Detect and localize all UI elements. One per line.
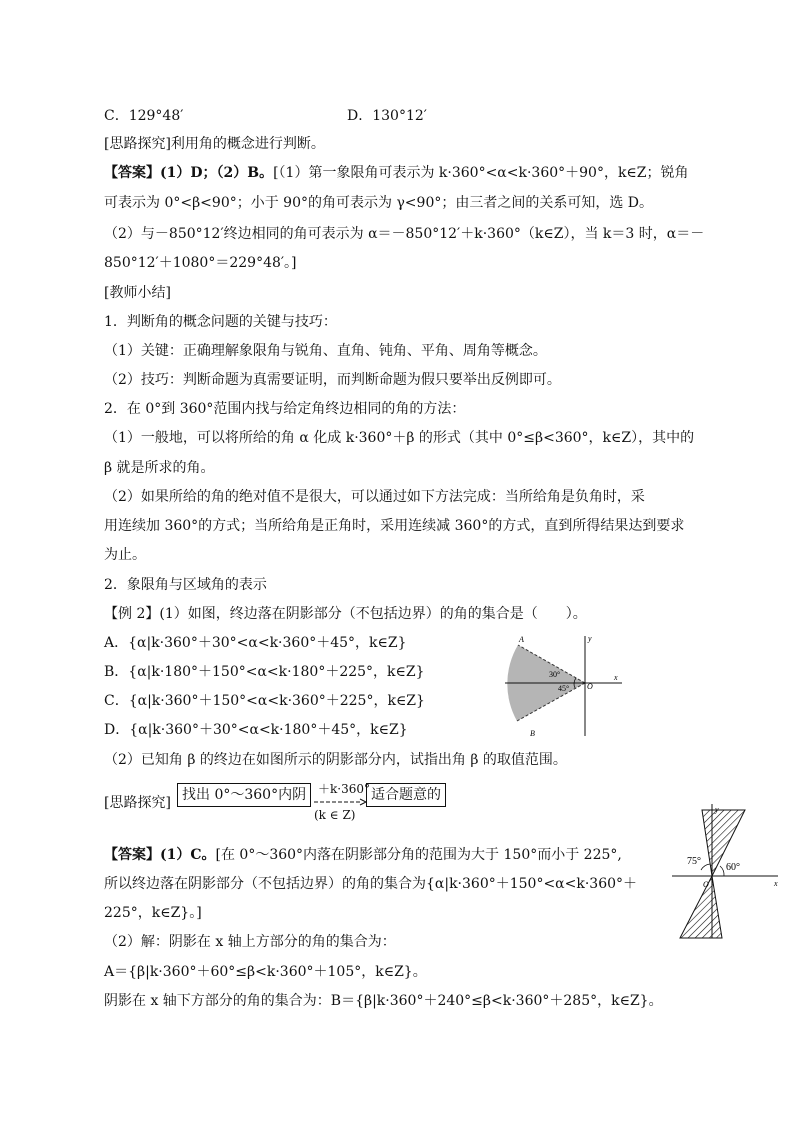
answer-1-line-3: （2）与－850°12′终边相同的角可表示为 α＝－850°12′＋k·360°（k∈Z），当 k＝3 时，α＝－ bbox=[104, 226, 705, 242]
option-d: D．130°12′ bbox=[347, 108, 427, 124]
label-o: O bbox=[587, 682, 593, 691]
answer-tag: 【答案】 bbox=[104, 165, 160, 181]
answer-2-line-6: 阴影在 x 轴下方部分的角的集合为：B＝{β|k·360°＋240°≤β<k·360°＋285°，k∈Z}。 bbox=[104, 993, 663, 1009]
answer-text: [（1）第一象限角可表示为 k·360°<α<k·360°＋90°，k∈Z；锐角 bbox=[273, 165, 689, 181]
angle-30: 30° bbox=[549, 670, 561, 679]
angle-60: 60° bbox=[726, 862, 740, 873]
answer-2-line-3: 225°，k∈Z}。] bbox=[104, 905, 202, 921]
example-2-option-d: D．{α|k·360°＋30°<α<k·180°＋45°，k∈Z} bbox=[104, 722, 408, 738]
example-2-q1: 【例 2】(1）如图，终边落在阴影部分（不包括边界）的角的集合是（ ）。 bbox=[104, 606, 587, 622]
answer-1-line-2: 可表示为 0°<β<90°；小于 90°的角可表示为 γ<90°；由三者之间的关系可知，选 D。 bbox=[104, 195, 654, 211]
hint-1: [思路探究]利用角的概念进行判断。 bbox=[104, 136, 325, 152]
summary-p1: 1．判断角的概念问题的关键与技巧： bbox=[104, 314, 337, 330]
summary-p2: 2．在 0°到 360°范围内找与给定角终边相同的角的方法： bbox=[104, 401, 466, 417]
angle-75: 75° bbox=[687, 856, 701, 867]
answer-1-line-4: 850°12′＋1080°＝229°48′。] bbox=[104, 255, 297, 271]
hint-2-arrow-bottom: (k ∈ Z) bbox=[314, 808, 356, 822]
hint-2-arrow bbox=[312, 797, 368, 807]
figure-2-double-cone bbox=[670, 800, 785, 940]
option-c: C．129°48′ bbox=[104, 108, 184, 124]
answer-2-result: (1）C。 bbox=[160, 847, 216, 863]
summary-p2b-3: 为止。 bbox=[104, 547, 146, 563]
answer-result: (1）D；（2）B。 bbox=[160, 165, 274, 181]
answer-2-tag: 【答案】 bbox=[104, 847, 160, 863]
summary-title: [教师小结] bbox=[104, 285, 171, 301]
figure-1-sector bbox=[500, 628, 630, 743]
summary-p2a-2: β 就是所求的角。 bbox=[104, 460, 215, 476]
section-2-title: 2．象限角与区域角的表示 bbox=[104, 577, 267, 593]
label-y: y bbox=[715, 805, 719, 814]
angle-45: 45° bbox=[558, 684, 570, 693]
label-b: B bbox=[530, 729, 535, 738]
summary-p2b-1: （2）如果所给的角的绝对值不是很大，可以通过如下方法完成：当所给角是负角时，采 bbox=[104, 489, 645, 505]
summary-p2a-1: （1）一般地，可以将所给的角 α 化成 k·360°＋β 的形式（其中 0°≤β<360°，k∈Z），其中的 bbox=[104, 430, 695, 446]
example-2-option-c: C．{α|k·360°＋150°<α<k·360°＋225°，k∈Z} bbox=[104, 693, 425, 709]
answer-2-line-2: 所以终边落在阴影部分（不包括边界）的角的集合为{α|k·360°＋150°<α<k·360°＋ bbox=[104, 876, 638, 892]
answer-2-line-4: （2）解：阴影在 x 轴上方部分的角的集合为： bbox=[104, 934, 396, 950]
hint-2-box-2: 适合题意的 bbox=[366, 783, 446, 807]
summary-p2b-2: 用连续加 360°的方式；当所给角是正角时，采用连续减 360°的方式，直到所得结果达到要求 bbox=[104, 518, 685, 534]
summary-p1b: （2）技巧：判断命题为真需要证明，而判断命题为假只要举出反例即可。 bbox=[104, 372, 561, 388]
answer-2-text: [在 0°～360°内落在阴影部分角的范围为大于 150°而小于 225°, bbox=[215, 847, 622, 863]
answer-1-line-1 bbox=[104, 163, 689, 183]
label-x: x bbox=[774, 879, 778, 888]
hint-2-arrow-top: ＋k·360° bbox=[318, 782, 370, 796]
example-2-option-b: B．{α|k·180°＋150°<α<k·180°＋225°，k∈Z} bbox=[104, 664, 425, 680]
summary-p1a: （1）关键：正确理解象限角与锐角、直角、钝角、平角、周角等概念。 bbox=[104, 343, 547, 359]
label-o: O bbox=[703, 880, 709, 889]
example-2-option-a: A．{α|k·360°＋30°<α<k·360°＋45°，k∈Z} bbox=[104, 635, 407, 651]
lower-shaded-region bbox=[680, 876, 722, 938]
hint-2-box-1: 找出 0°～360°内阴 bbox=[177, 783, 311, 807]
answer-2-line-1 bbox=[104, 845, 622, 865]
label-a: A bbox=[519, 635, 524, 644]
label-x: x bbox=[614, 673, 618, 682]
example-2-q2: （2）已知角 β 的终边在如图所示的阴影部分内，试指出角 β 的取值范围。 bbox=[104, 752, 567, 768]
label-y: y bbox=[588, 634, 592, 643]
hint-2-label: [思路探究] bbox=[104, 795, 171, 811]
answer-2-line-5: A＝{β|k·360°＋60°≤β<k·360°＋105°，k∈Z}。 bbox=[104, 964, 427, 980]
